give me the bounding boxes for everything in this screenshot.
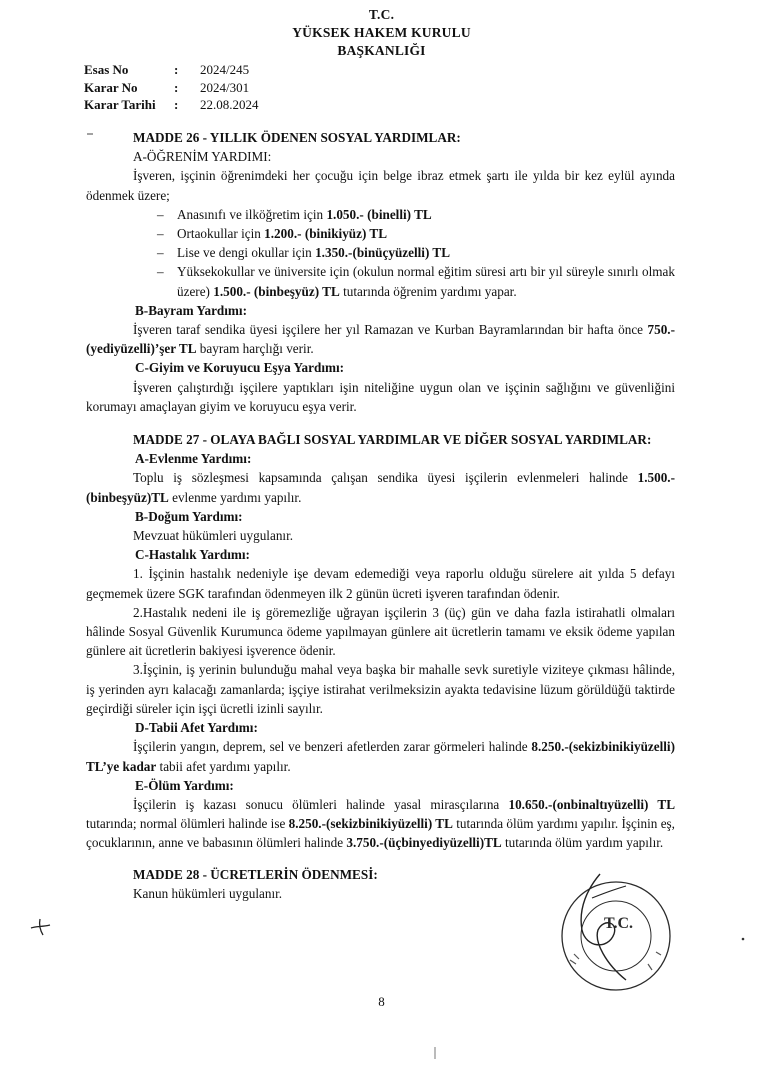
section-b-text: Mevzuat hükümleri uygulanır. [133,528,294,544]
list-dash: – [157,226,164,242]
section-b-text [86,320,675,358]
page-number: 8 [378,994,385,1009]
meta-sep: : [174,79,179,95]
meta-row-karar [84,79,259,97]
text-run: bayram harçlığı verir. [196,341,314,357]
amount: 750.-(yediyüzelli)’şer TL [86,322,675,357]
article-28-text: Kanun hükümleri uygulanır. [133,885,283,901]
section-a-text: İşveren, işçinin öğrenimdeki her çocuğu için belge ibraz etmek şartı ile yılda bir kez eylül ayında ödenmek üzere; [86,168,675,203]
meta-sep: : [174,97,179,112]
meta-value: 2024/245 [200,62,250,77]
section-c-text: İşveren çalıştırdığı işçilere yaptıkları işin niteliğine uygun olan ve işçinin sağlığını ve güvenliğini korumayı amaçlayan giyim ve koruyucu eşya verir. [86,379,675,414]
list-text: Lise ve dengi okullar için [177,245,316,261]
section-e-title: E-Ölüm Yardımı: [135,777,234,793]
spacer [86,416,675,430]
text-run: Toplu iş sözleşmesi kapsamında çalışan sendika üyesi işçilerin evlenmeleri halinde [133,470,638,486]
amount: 10.650.-(onbinaltıyüzelli) TL [508,796,675,812]
spacer [86,853,675,865]
meta-value: 22.08.2024 [200,97,259,112]
section-c-title: C-Hastalık Yardımı: [135,547,250,563]
list-item [86,224,675,243]
section-a-title: A-ÖĞRENİM YARDIMI: [133,149,272,165]
seal-text: T.C. [604,915,634,932]
section-e-text [86,795,675,853]
section-d-title: D-Tabii Afet Yardımı: [135,720,258,736]
section-c-title: C-Giyim ve Koruyucu Eşya Yardımı: [135,360,345,376]
text-run: İşveren taraf sendika üyesi işçilere her yıl Ramazan ve Kurban Bayramlarından bir hafta önce [133,322,648,338]
list-item [86,262,675,300]
list-item [86,205,675,224]
list-amount: 1.200.- (binikiyüz) TL [264,226,388,242]
text-run: tabii afet yardımı yapılır. [156,758,291,774]
seal-inner-ring [581,901,651,971]
margin-initial-mark [28,916,54,938]
list-item [86,243,675,262]
section-a-title: A-Evlenme Yardımı: [135,451,252,467]
list-dash: – [157,245,164,261]
list-dash: – [157,206,164,222]
meta-row-esas [84,61,259,79]
section-c-item-3: 3.İşçinin, iş yerinin bulunduğu mahal veya başka bir mahalle sevk suretiyle viziteye çıkması hâlinde, iş yerinden ayrı kalacağı zamanlarda; işçiye istirahat verilmeksizin ayakta tedavisine lüzum görüldüğü taktirde geçirdiği süreler için işçi ücretli izinli sayılır. [86,662,675,716]
section-b-title: B-Doğum Yardımı: [135,508,243,524]
seal-outer-ring [562,882,670,990]
amount: 8.250.-(sekizbinikiyüzelli) TL’ye kadar [86,739,675,774]
text-run: tutarında ölüm yardımı yapılır. İşçinin eş, çocuklarının, anne ve babasının ölümleri halinde [86,816,675,851]
section-c-item-2: 2.Hastalık nedeni ile iş göremezliğe uğrayan işçilerin 3 (üç) gün ve daha fazla istirahatli olmaları hâlinde Sosyal Güvenlik Kurumunca ödeme yapılmayan günlere ait ücretlerin tamamı ve eksik ödeme yapılan günlere ait ücretlerin bakiyesi işverence ödenir. [86,604,675,659]
list-text: Ortaokullar için [177,226,265,242]
list-text: Anasınıfı ve ilköğretim için [177,206,327,222]
section-c-item-1: 1. İşçinin hastalık nedeniyle işe devam edemediği veya raporlu olduğu sürelere ait yılda 5 defayı geçmemek üzere SGK tarafından ödenmeyen ilk 2 günün ücreti işveren tarafından ödenir. [86,566,675,601]
list-text-tail: tutarında öğrenim yardımı yapar. [339,283,517,299]
list-text: Yüksekokullar ve üniversite için (okulun normal eğitim süresi artı bir yıl süreyle sınırlı olmak üzere) [177,264,675,299]
seal-rim-marks [570,952,661,970]
list-amount: 1.050.- (binelli) TL [326,206,432,222]
section-b-title: B-Bayram Yardımı: [135,302,247,318]
text-run: evlenme yardımı yapılır. [168,489,302,505]
document-body [86,128,675,903]
meta-value: 2024/301 [200,79,250,95]
tick-mark [432,1046,438,1060]
meta-label: Karar Tarihi [84,97,156,112]
meta-row-tarih [84,96,259,114]
text-run: İşçilerin yangın, deprem, sel ve benzeri afetlerden zarar görmeleri halinde [133,739,532,755]
text-run: İşçilerin iş kazası sonucu ölümleri halinde yasal mirasçılarına [133,796,509,812]
dot-mark [740,936,746,942]
header-institution: YÜKSEK HAKEM KURULU [292,25,471,40]
list-dash: – [157,264,164,280]
meta-sep: : [174,62,179,77]
header-presidency: BAŞKANLIĞI [337,43,426,58]
article-26-title: MADDE 26 - YILLIK ÖDENEN SOSYAL YARDIMLAR: [133,130,461,145]
section-d-text [86,737,675,775]
text-run: tutarında; normal ölümleri halinde ise [86,816,289,832]
tick-mark [86,132,94,136]
case-metadata [84,61,259,114]
official-seal-stamp [548,868,678,998]
list-amount: 1.350.-(binüçyüzelli) TL [315,245,451,261]
meta-label: Karar No [84,79,138,95]
article-27-title: MADDE 27 - OLAYA BAĞLI SOSYAL YARDIMLAR VE DİĞER SOSYAL YARDIMLAR: [133,432,652,448]
meta-label: Esas No [84,62,129,77]
amount: 3.750.-(üçbinyediyüzelli)TL [346,835,502,851]
article-28-title: MADDE 28 - ÜCRETLERİN ÖDENMESİ: [133,866,378,882]
section-a-text [86,468,675,506]
header-tc: T.C. [368,7,395,22]
amount: 1.500.-(binbeşyüz)TL [86,470,675,505]
signature-stroke [592,886,626,898]
amount: 8.250.-(sekizbinikiyüzelli) TL [288,816,453,832]
list-amount: 1.500.- (binbeşyüz) TL [213,283,340,299]
text-run: tutarında ölüm yardım yapılır. [501,835,664,851]
